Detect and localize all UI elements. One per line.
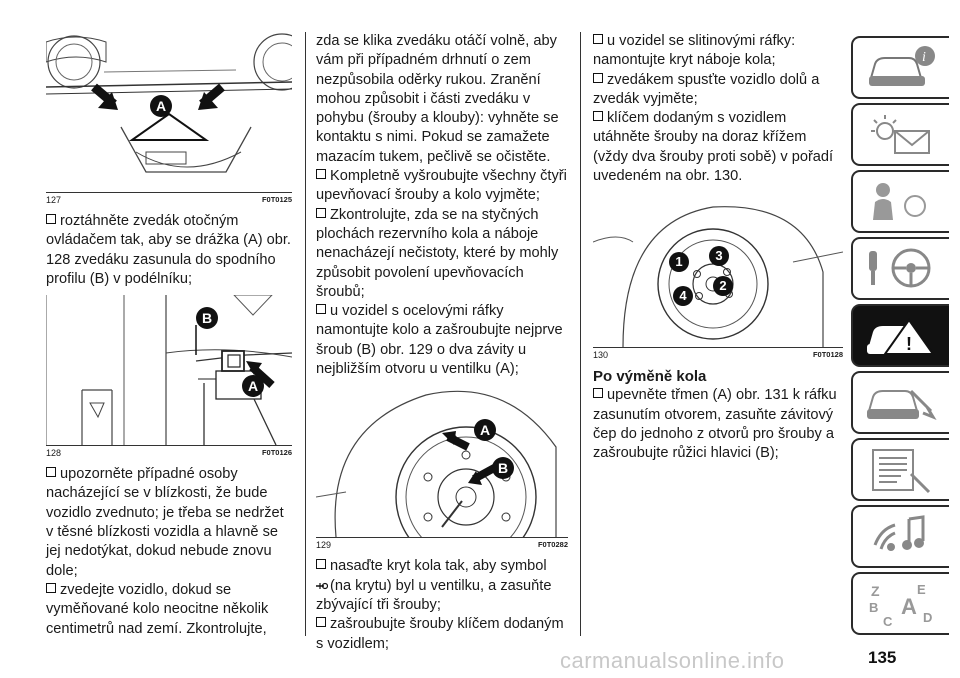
chapter-tabs — [851, 36, 953, 639]
badge-b: B — [196, 307, 218, 329]
index-letter-c: C — [883, 614, 893, 628]
paragraph: upevněte třmen (A) obr. 131 k ráfku zasunutím otvorem, zasuňte závitový čep do jednoho z otvorů pro šrouby a zašroubujte růžici hlavici (B); — [593, 387, 837, 462]
figure-128 — [46, 295, 292, 446]
figure-128-caption — [46, 447, 292, 459]
safety-icon — [861, 176, 941, 226]
index-letter-d: D — [923, 610, 933, 625]
bullet-square-icon — [46, 583, 56, 593]
bullet-square-icon — [593, 34, 603, 44]
figure-number: 129 — [316, 540, 332, 551]
figure-129 — [316, 387, 568, 538]
bullet-square-icon — [593, 111, 603, 121]
figure-code: F0T0128 — [812, 350, 843, 360]
multimedia-icon — [861, 511, 941, 561]
index-letter-a: A — [901, 594, 917, 619]
paragraph: Kompletně vyšroubujte všechny čtyři upevňovací šrouby a kolo vyjměte; — [316, 168, 567, 204]
bullet-square-icon — [316, 559, 326, 569]
index-letter-z: Z — [871, 583, 880, 599]
svg-text:i: i — [922, 50, 926, 65]
bullet-square-icon — [46, 467, 56, 477]
figure-127-caption — [46, 194, 292, 206]
number-badge-4: 4 — [673, 286, 693, 306]
svg-text:!: ! — [906, 334, 912, 354]
index-letter-b: B — [869, 600, 879, 615]
paragraph: zvedákem spusťte vozidlo dolů a zvedák vyjměte; — [593, 71, 820, 107]
bullet-square-icon — [316, 208, 326, 218]
tab-starting-driving[interactable] — [851, 237, 949, 300]
bullet-square-icon — [316, 304, 326, 314]
tab-safety[interactable] — [851, 170, 949, 233]
page-number: 135 — [868, 648, 897, 667]
column-divider — [305, 32, 306, 636]
paragraph: zda se klika zvedáku otáčí volně, aby vám při případném drhnutí o zem nezpůsobila oděrky rukou. Zranění mohou způsobit i části zvedáku v pohybu (šrouby a klouby): vyhněte se kontaktu s nimi. Pokud se zamažete mazacím tukem, pečlivě se očistěte. — [316, 33, 559, 165]
column-divider — [580, 32, 581, 636]
tab-emergency[interactable] — [851, 304, 949, 367]
technical-data-icon — [861, 444, 941, 494]
paragraph: upozorněte případné osoby nacházející se v blízkosti, že bude vozidlo zvednuto; je třeba se nedržet v těsné blízkosti vozidla a hlavně se jej nedotýkat, dokud nebude znovu dole; — [46, 466, 284, 579]
badge-a: A — [474, 419, 496, 441]
paragraph: klíčem dodaným s vozidlem utáhněte šrouby na doraz křížem (vždy dva šrouby proti sobě) v pořadí uvedeném na obr. 130. — [593, 110, 834, 185]
bullet-square-icon — [593, 73, 603, 83]
figure-129-caption — [316, 539, 568, 551]
column-3 — [593, 32, 843, 464]
figure-129-illustration — [316, 387, 568, 537]
car-info-icon — [861, 42, 941, 92]
tab-lights-messages[interactable] — [851, 103, 949, 166]
index-icon — [861, 578, 941, 628]
tab-maintenance[interactable] — [851, 371, 949, 434]
number-badge-3: 3 — [709, 246, 729, 266]
badge-a: A — [242, 375, 264, 397]
figure-128-illustration — [46, 295, 292, 445]
paragraph: roztáhněte zvedák otočným ovládačem tak, aby se drážka (A) obr. 128 zvedáku zasunula do spodního profilu (B) v podélníku; — [46, 213, 291, 287]
tab-index[interactable] — [851, 572, 949, 635]
lights-messages-icon — [861, 109, 941, 159]
tab-multimedia[interactable] — [851, 505, 949, 568]
badge-a: A — [150, 95, 172, 117]
figure-number: 127 — [46, 195, 62, 205]
bullet-square-icon — [316, 617, 326, 627]
number-badge-1: 1 — [669, 252, 689, 272]
steering-wheel-icon — [861, 243, 941, 293]
figure-130 — [593, 192, 843, 348]
index-letter-e: E — [917, 582, 926, 597]
badge-b: B — [492, 457, 514, 479]
figure-code: F0T0282 — [537, 540, 568, 550]
maintenance-icon — [861, 377, 941, 427]
figure-code: F0T0125 — [261, 195, 292, 204]
column-2 — [316, 32, 568, 654]
paragraph: zvedejte vozidlo, dokud se vyměňované kolo neocitne několik centimetrů nad zemí. Zkontrolujte, — [46, 581, 269, 637]
paragraph: Zkontrolujte, zda se na styčných plochách rezervního kola a náboje nenacházejí nečistoty, které by mohly způsobit povolení upevňovacích šroubů; — [316, 206, 559, 300]
figure-130-illustration — [593, 192, 843, 347]
figure-number: 130 — [593, 350, 609, 361]
paragraph: zašroubujte šrouby klíčem dodaným s vozidlem; — [316, 616, 564, 652]
figure-130-caption — [593, 349, 843, 361]
paragraph: nasaďte kryt kola tak, aby symbol (na krytu) byl u ventilku, a zasuňte zbývající tři šrouby; — [316, 558, 552, 613]
figure-code: F0T0126 — [261, 448, 292, 458]
watermark: carmanualsonline.info — [560, 648, 785, 673]
paragraph: u vozidel se slitinovými ráfky: namontujte kryt náboje kola; — [593, 33, 796, 69]
number-badge-2: 2 — [713, 276, 733, 296]
tab-technical-data[interactable] — [851, 438, 949, 501]
bullet-square-icon — [46, 214, 56, 224]
section-heading: Po výměně kola — [593, 368, 707, 386]
emergency-icon — [861, 310, 941, 360]
bullet-square-icon — [593, 388, 603, 398]
figure-127 — [46, 32, 292, 193]
column-1 — [46, 32, 292, 639]
tab-car-info[interactable] — [851, 36, 949, 99]
bullet-square-icon — [316, 169, 326, 179]
figure-number: 128 — [46, 448, 62, 459]
valve-symbol-icon — [316, 577, 328, 585]
paragraph: u vozidel s ocelovými ráfky namontujte kolo a zašroubujte nejprve šroub (B) obr. 129 o dva závity u nejbližším otvoru u ventilku (A); — [316, 303, 563, 378]
